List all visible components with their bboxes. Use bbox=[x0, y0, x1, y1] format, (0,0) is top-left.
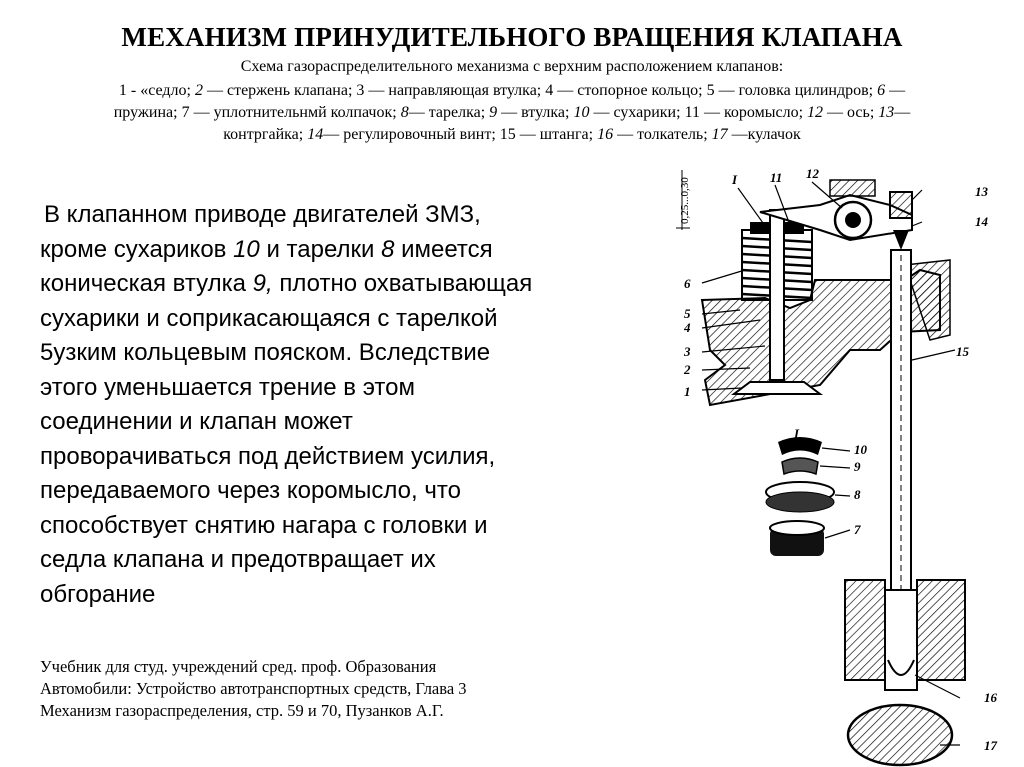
paragraph-line: этого уменьшается трение в этом bbox=[40, 373, 415, 401]
citation-line: Автомобили: Устройство автотранспортных средств, Глава 3 bbox=[40, 679, 467, 698]
legend-line-2: пружина; 7 — уплотнительнмй колпачок; 8— тарелка; 9 — втулка; 10 — сухарики; 11 — коромысло; 12 — ось; 13— bbox=[113, 104, 911, 121]
paragraph-line: сухарики и соприкасающаяся с тарелкой bbox=[40, 304, 498, 332]
clearance-dimension bbox=[676, 170, 691, 230]
paragraph-line: соединении и клапан может bbox=[40, 408, 353, 435]
label-9: 9 bbox=[854, 459, 861, 474]
valve-parts-exploded bbox=[766, 437, 834, 556]
label-4: 4 bbox=[684, 320, 691, 335]
paragraph-line: обгорание bbox=[40, 580, 156, 608]
paragraph-line: В клапанном приводе двигателей ЗМЗ, bbox=[44, 201, 481, 228]
label-13: 13 bbox=[975, 184, 988, 199]
paragraph-line: 5узким кольцевым пояском. Вследствие bbox=[40, 339, 491, 366]
paragraph-line: коническая втулка 9, плотно охватывающая bbox=[40, 270, 533, 297]
label-17: 17 bbox=[984, 738, 997, 753]
label-15: 15 bbox=[956, 344, 969, 359]
valve-mechanism-diagram bbox=[650, 150, 1020, 767]
label-8: 8 bbox=[854, 487, 861, 502]
page-title: МЕХАНИЗМ ПРИНУДИТЕЛЬНОГО ВРАЩЕНИЯ КЛАПАНА bbox=[121, 22, 903, 52]
svg-text:0,25...0,30: 0,25...0,30 bbox=[679, 177, 691, 224]
label-5: 5 bbox=[684, 306, 691, 321]
label-2: 2 bbox=[684, 362, 691, 377]
source-citation bbox=[40, 656, 580, 722]
label-10: 10 bbox=[854, 442, 867, 457]
label-I: I bbox=[794, 426, 800, 441]
legend-line-3: контргайка; 14— регулировочный винт; 15 — штанга; 16 — толкатель; 17 —кулачок bbox=[223, 126, 801, 143]
paragraph-line: передаваемого через коромысло, что bbox=[40, 477, 461, 504]
label-14: 14 bbox=[975, 214, 988, 229]
cylinder-head bbox=[702, 260, 950, 405]
label-7: 7 bbox=[854, 522, 861, 537]
label-6: 6 bbox=[684, 276, 691, 291]
main-paragraph bbox=[40, 198, 595, 612]
paragraph-line: проворачиваться под действием усилия, bbox=[40, 442, 496, 470]
parts-legend bbox=[8, 80, 1016, 146]
paragraph-line: кроме сухариков 10 и тарелки 8 имеется bbox=[40, 235, 493, 263]
legend-line-1: 1 - «седло; 2 — стержень клапана; 3 — направляющая втулка; 4 — стопорное кольцо; 5 — головка цилиндров; 6 — bbox=[118, 82, 906, 99]
camshaft-cam bbox=[848, 705, 952, 765]
label-11: 11 bbox=[770, 170, 783, 185]
label-1b: 1 bbox=[684, 384, 691, 399]
label-3: 3 bbox=[684, 344, 691, 359]
label-12: 12 bbox=[806, 166, 819, 181]
tappet-housing bbox=[845, 580, 965, 690]
paragraph-line: способствует снятию нагара с головки и bbox=[40, 511, 488, 539]
label-1: I bbox=[732, 172, 738, 187]
label-16: 16 bbox=[984, 690, 997, 705]
citation-line: Механизм газораспределения, стр. 59 и 70, Пузанков А.Г. bbox=[40, 701, 444, 720]
paragraph-line: седла клапана и предотвращает их bbox=[40, 546, 436, 573]
citation-line: Учебник для студ. учреждений сред. проф. Образования bbox=[40, 657, 437, 676]
diagram-caption: Схема газораспределительного механизма с верхним расположением клапанов: bbox=[240, 58, 784, 75]
